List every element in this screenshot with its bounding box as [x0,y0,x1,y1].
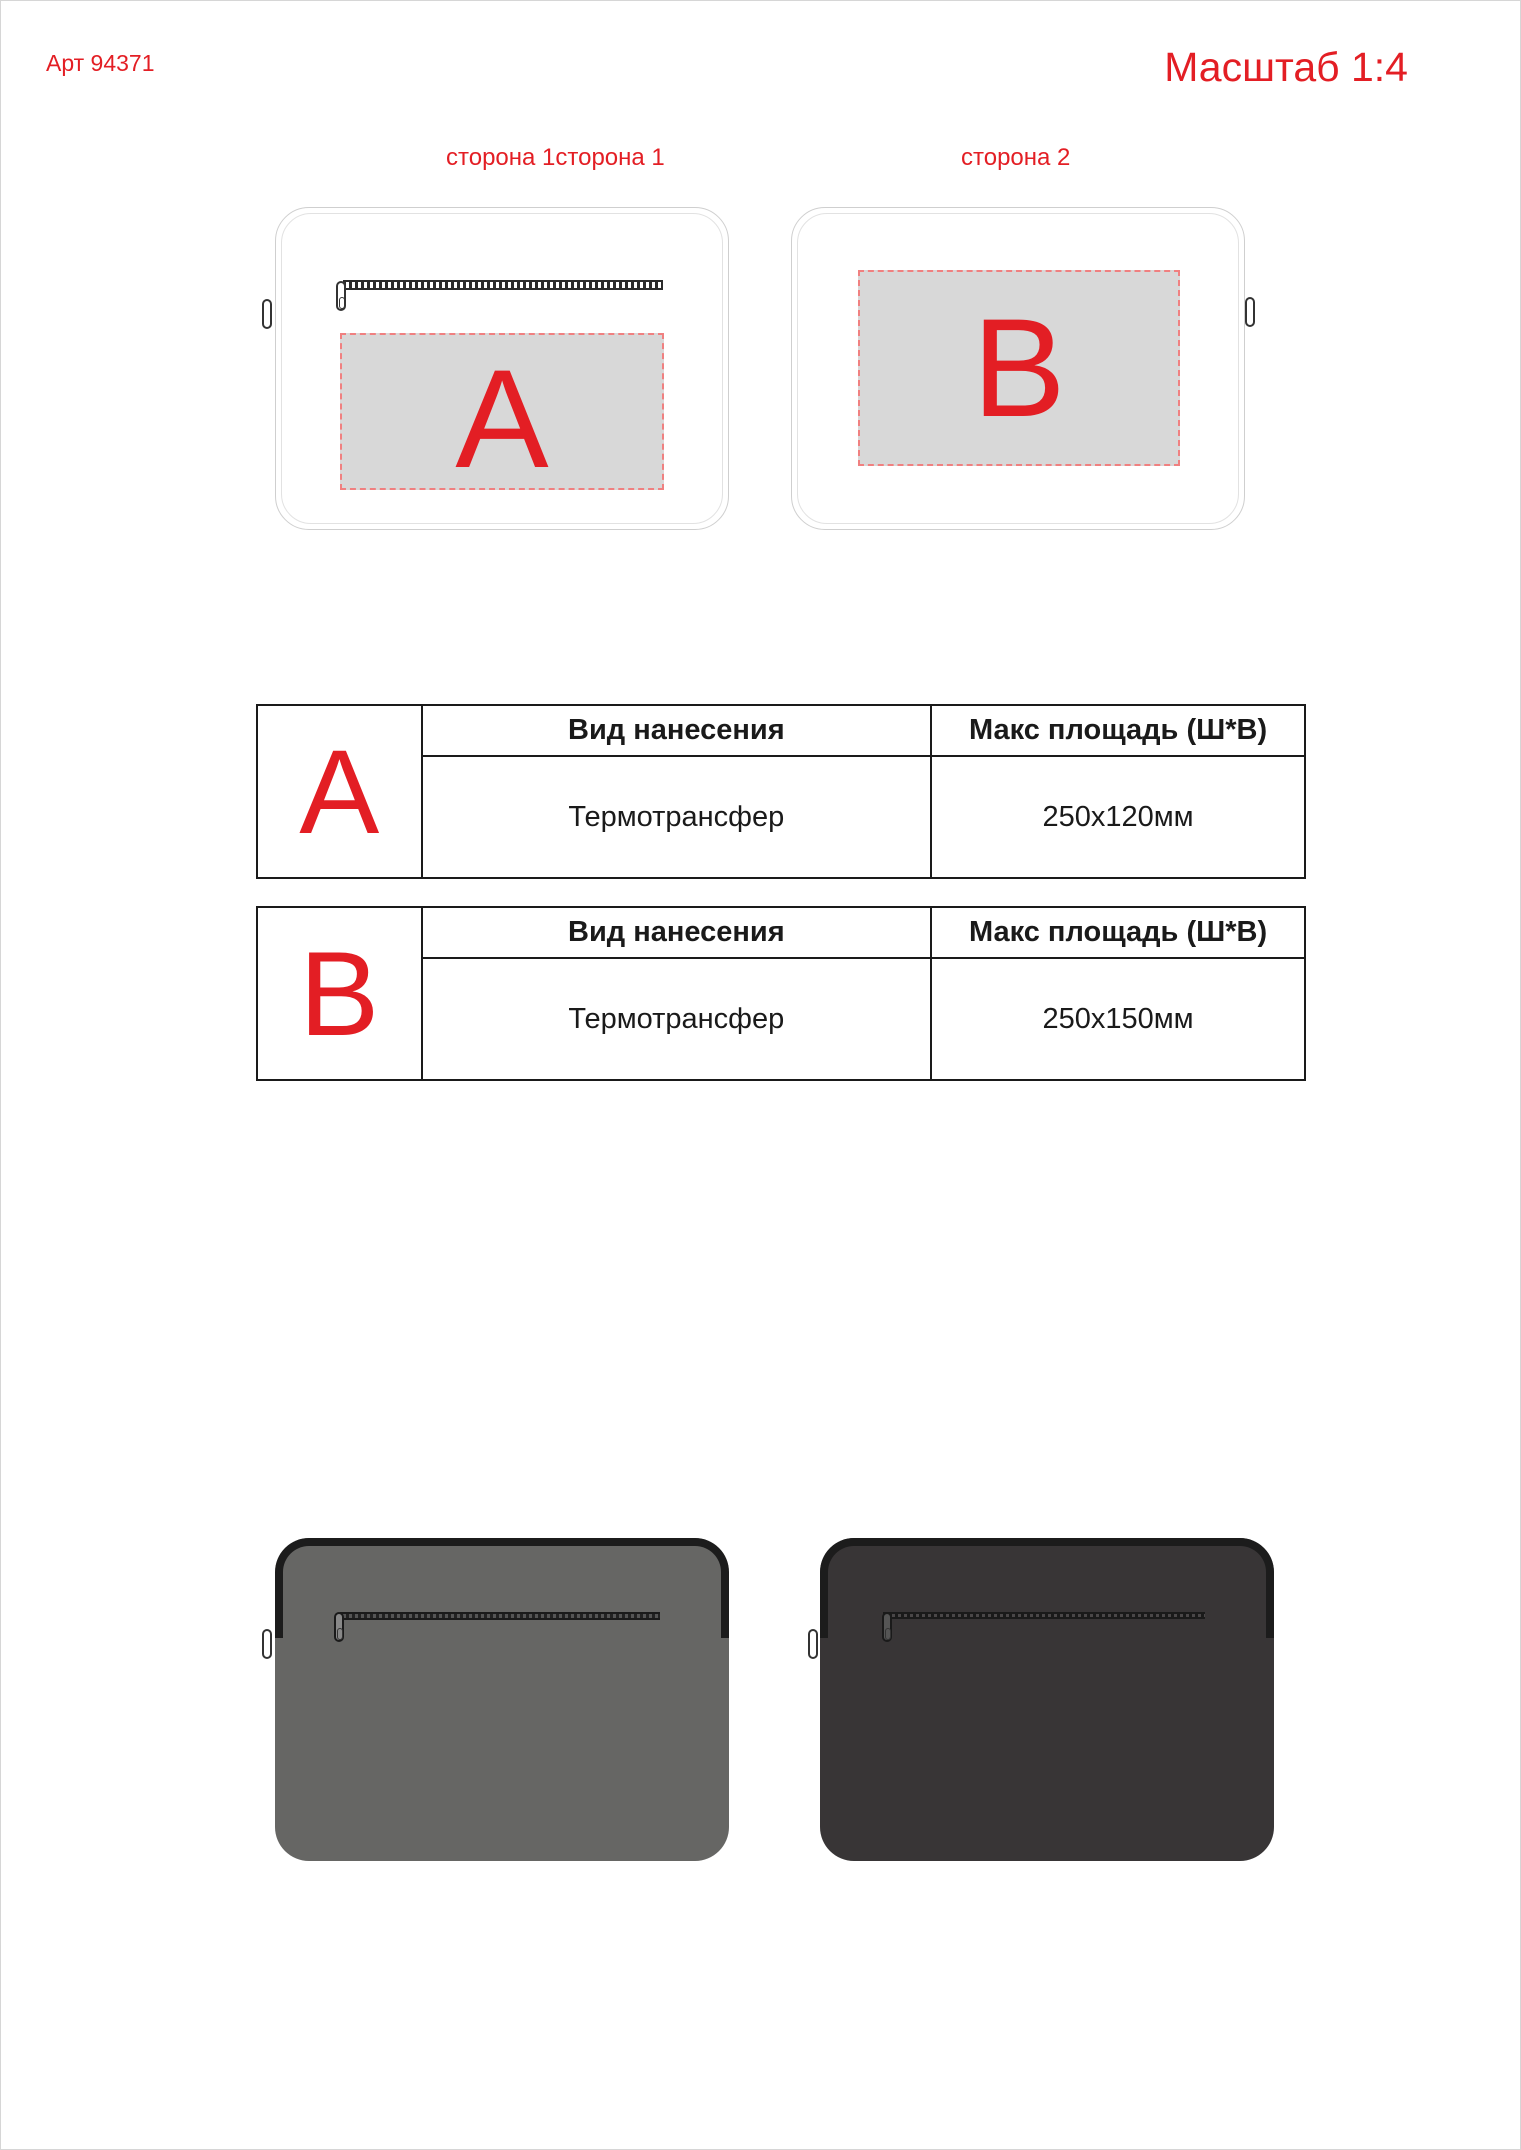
zipper-pull-icon [334,1612,344,1642]
pocket-zipper [340,1612,660,1620]
area-header: Макс площадь (Ш*В) [931,705,1305,756]
size-value: 250х150мм [931,958,1305,1080]
article-number: Арт 94371 [46,50,155,76]
spec-table-b [256,906,1306,1081]
side-zipper-pull-icon [262,299,272,329]
side-zipper-pull-icon [262,1629,272,1659]
pocket-zipper [343,280,663,290]
print-area-b: B [858,270,1180,466]
table-letter-a: A [257,705,422,878]
spec-table-a [256,704,1306,879]
bag-variant-dark [820,1538,1274,1861]
zipper-pull-icon [336,281,346,311]
table-letter-b: B [257,907,422,1080]
method-header: Вид нанесения [422,907,932,958]
side-zipper-pull-icon [1245,297,1255,327]
method-value: Термотрансфер [422,756,932,878]
bag-variant-grey [275,1538,729,1861]
size-value: 250х120мм [931,756,1305,878]
scale-label: Масштаб 1:4 [1164,44,1408,90]
method-header: Вид нанесения [422,705,932,756]
print-area-a: A [340,333,664,490]
side-1-label: сторона 1сторона 1 [446,144,665,171]
side-2-label: сторона 2 [961,144,1071,171]
pocket-zipper [883,1612,1205,1619]
zipper-pull-icon [882,1612,892,1642]
method-value: Термотрансфер [422,958,932,1080]
side-zipper-pull-icon [808,1629,818,1659]
area-header: Макс площадь (Ш*В) [931,907,1305,958]
